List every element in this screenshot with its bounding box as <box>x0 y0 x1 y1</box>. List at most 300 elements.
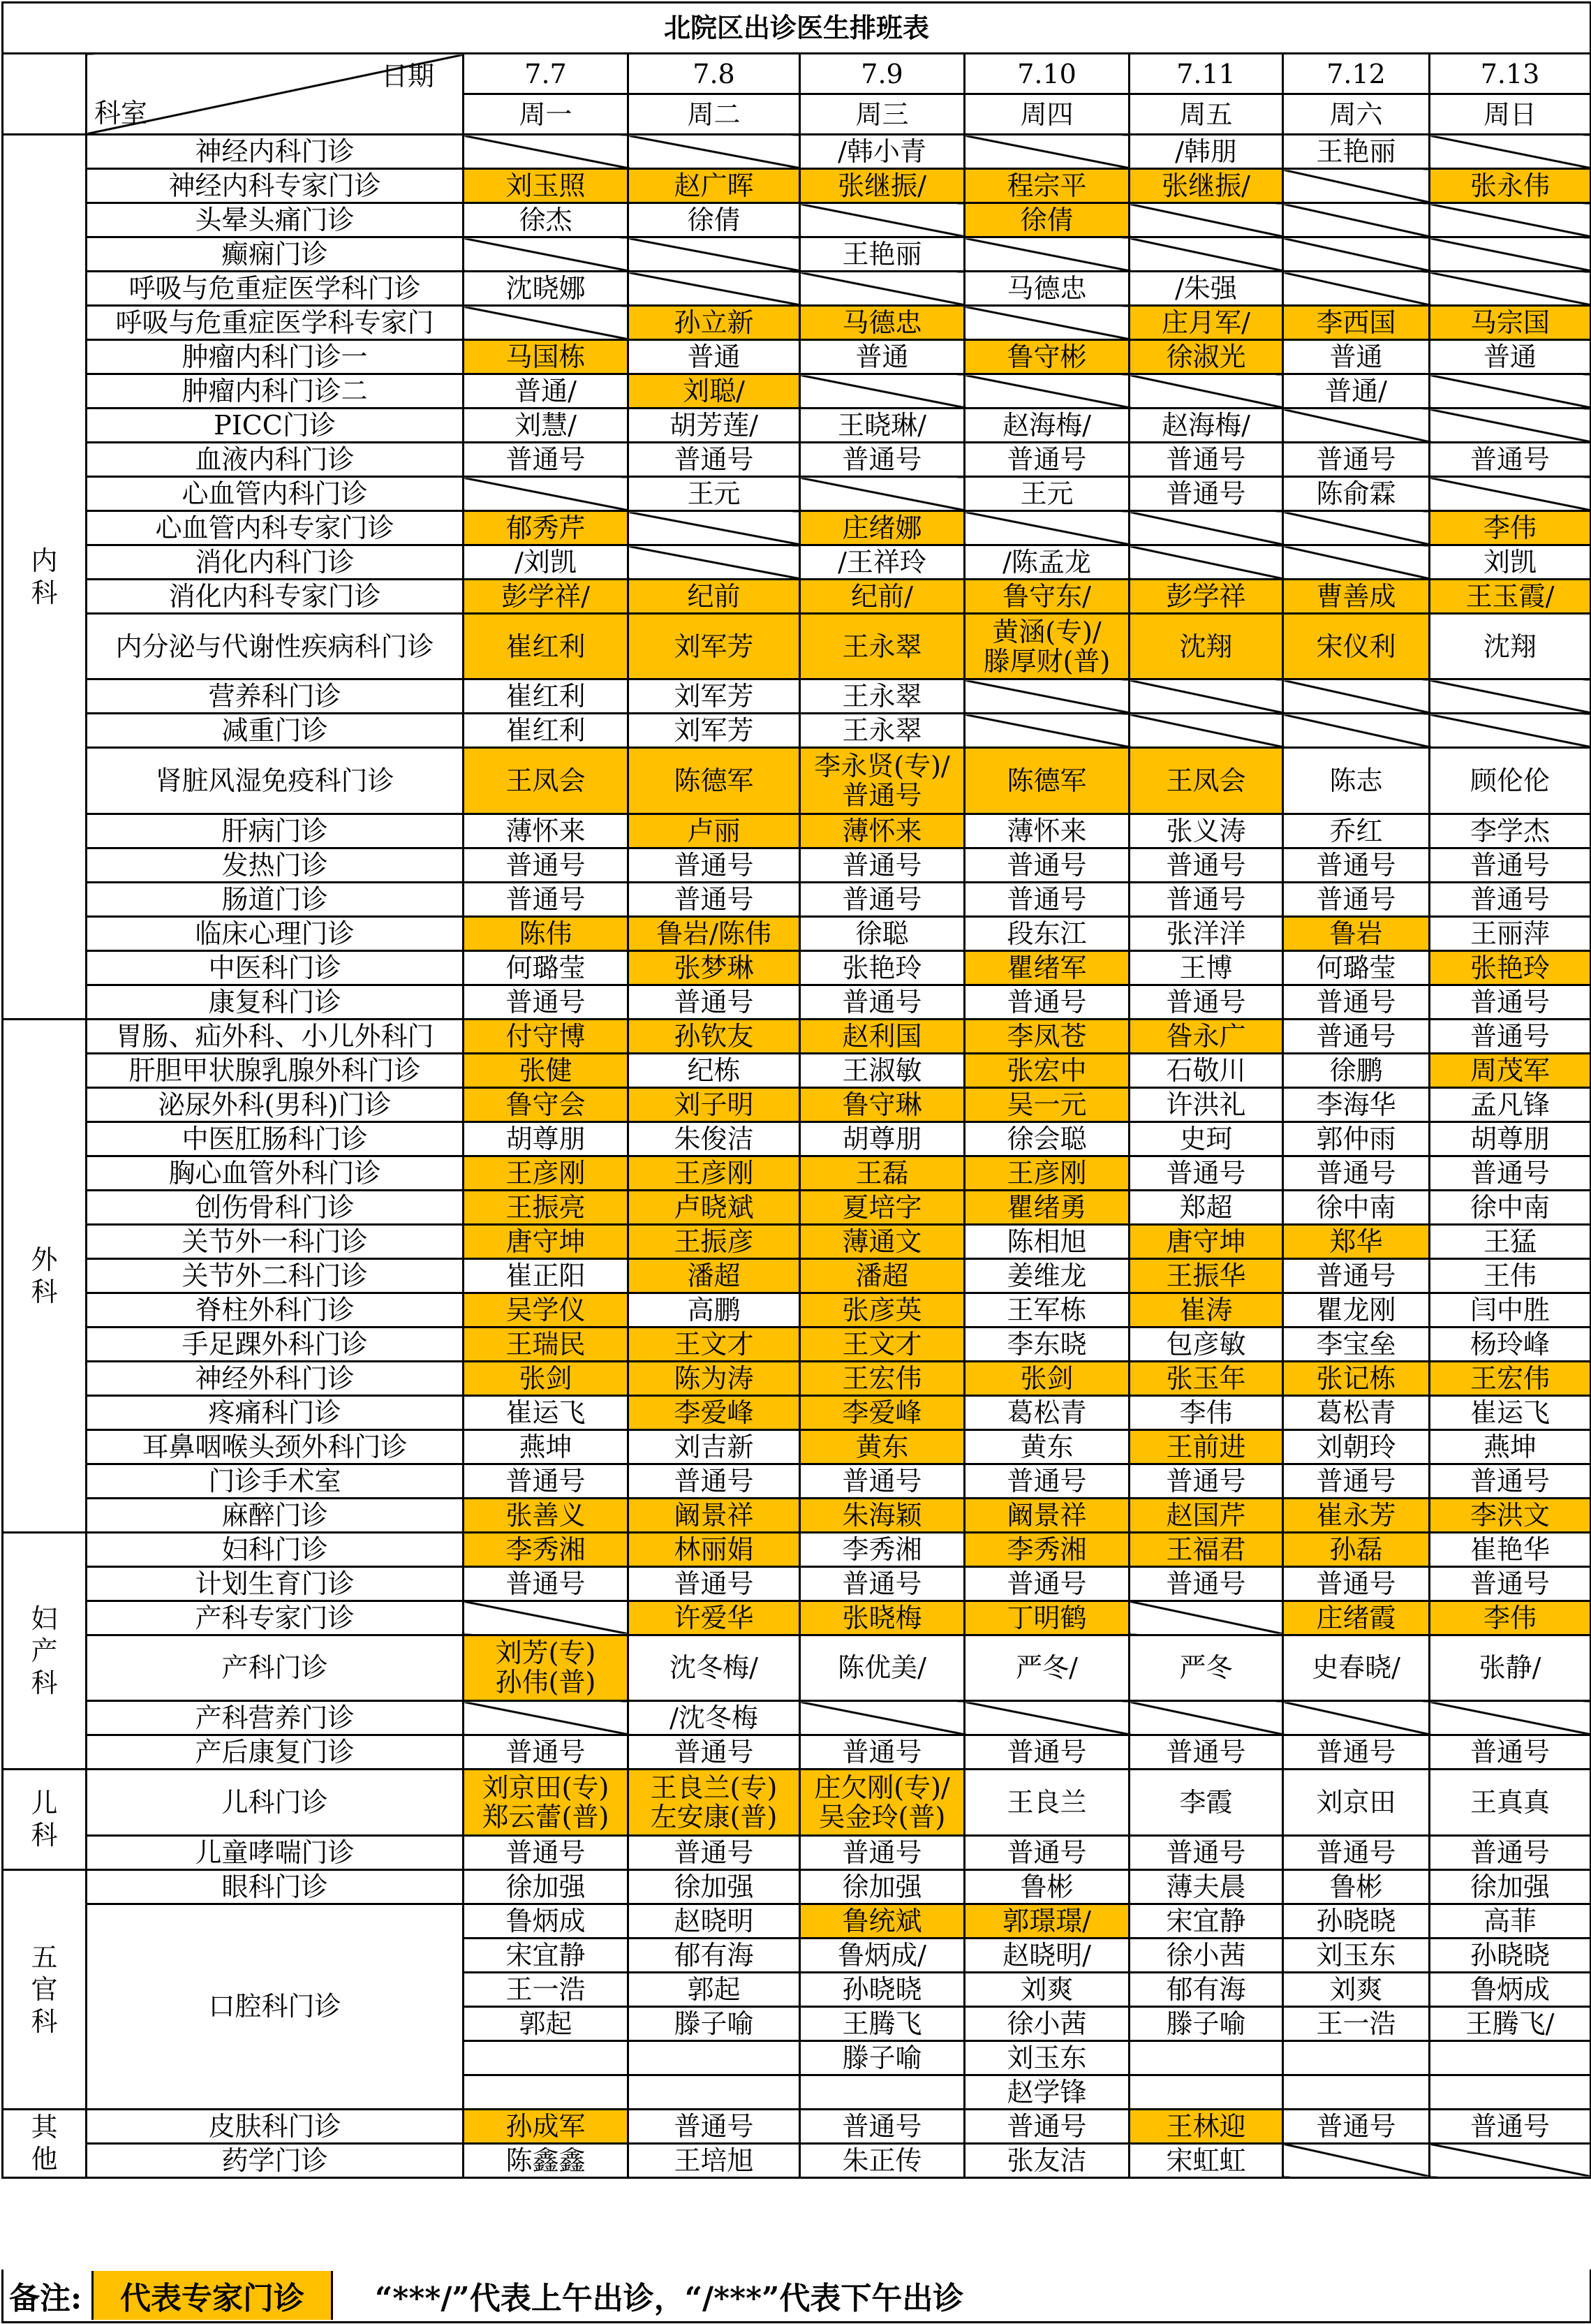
empty-slot <box>628 511 800 545</box>
schedule-slot: 赵晓明/ <box>965 1938 1130 1972</box>
schedule-slot: 赵学锋 <box>965 2075 1130 2109</box>
empty-slot <box>1430 679 1591 714</box>
schedule-slot <box>628 2075 800 2109</box>
table-row <box>3 1904 1591 1938</box>
table-row <box>3 1121 1591 1156</box>
expert-slot: 王宏伟 <box>800 1361 965 1395</box>
empty-slot <box>628 272 800 306</box>
schedule-slot: 普通 <box>1283 340 1430 374</box>
empty-slot <box>965 511 1130 545</box>
schedule-slot: 徐倩 <box>628 203 800 237</box>
schedule-slot: 陈优美/ <box>800 1635 965 1700</box>
schedule-slot: 普通/ <box>464 374 628 409</box>
schedule-slot: 赵海梅/ <box>965 409 1130 443</box>
schedule-slot: 纪栋 <box>628 1053 800 1087</box>
schedule-slot: 普通号 <box>1283 1464 1430 1498</box>
schedule-slot: 郭仲雨 <box>1283 1121 1430 1156</box>
expert-slot: 阚景祥 <box>965 1498 1130 1532</box>
schedule-slot: 普通号 <box>628 443 800 477</box>
expert-slot: 王宏伟 <box>1430 1361 1591 1395</box>
schedule-slot: 徐加强 <box>628 1869 800 1904</box>
schedule-slot: 普通号 <box>464 1835 628 1869</box>
table-row <box>3 1498 1591 1532</box>
schedule-slot: 普通号 <box>1430 848 1591 882</box>
table-row <box>3 1327 1591 1361</box>
dept-name: 发热门诊 <box>87 848 464 882</box>
expert-slot: 潘超 <box>800 1258 965 1293</box>
schedule-slot: 徐加强 <box>1430 1869 1591 1904</box>
dept-name: 胸心血管外科门诊 <box>87 1156 464 1190</box>
schedule-slot: 严冬 <box>1130 1635 1283 1700</box>
schedule-slot: 朱正传 <box>800 2143 965 2177</box>
weekday-3: 周四 <box>965 94 1130 135</box>
expert-slot: 陈伟 <box>464 916 628 950</box>
expert-slot: 黄东 <box>800 1429 965 1464</box>
schedule-slot: 普通号 <box>965 1835 1130 1869</box>
expert-slot: 陈为涛 <box>628 1361 800 1395</box>
empty-slot <box>965 714 1130 748</box>
schedule-slot: 王艳丽 <box>800 237 965 272</box>
expert-slot: 张梦琳 <box>628 950 800 985</box>
dept-name: 产科门诊 <box>87 1635 464 1700</box>
dept-name: 门诊手术室 <box>87 1464 464 1498</box>
schedule-slot: 王淑敏 <box>800 1053 965 1087</box>
expert-slot: 崔涛 <box>1130 1293 1283 1327</box>
schedule-slot <box>1130 2075 1283 2109</box>
expert-slot: 卢晓斌 <box>628 1190 800 1224</box>
category-5: 其 他 <box>3 2109 87 2177</box>
expert-slot: 卢丽 <box>628 814 800 848</box>
expert-slot: 赵利国 <box>800 1019 965 1053</box>
expert-slot: 徐淑光 <box>1130 340 1283 374</box>
schedule-slot: 徐聪 <box>800 916 965 950</box>
schedule-slot: /韩朋 <box>1130 135 1283 169</box>
schedule-slot: 王永翠 <box>800 714 965 748</box>
schedule-slot: 王元 <box>628 477 800 511</box>
dept-name: 神经外科门诊 <box>87 1361 464 1395</box>
schedule-slot: 陈俞霖 <box>1283 477 1430 511</box>
expert-slot: 夏培字 <box>800 1190 965 1224</box>
dept-name: 关节外一科门诊 <box>87 1224 464 1258</box>
empty-slot <box>1283 545 1430 580</box>
empty-slot <box>1430 374 1591 409</box>
schedule-slot: 滕子喻 <box>800 2040 965 2075</box>
empty-slot <box>965 374 1130 409</box>
date-0: 7.7 <box>464 54 628 94</box>
empty-slot <box>1430 1701 1591 1735</box>
expert-slot: 李伟 <box>1430 1601 1591 1635</box>
schedule-slot: 普通号 <box>1130 985 1283 1019</box>
table-row <box>3 545 1591 580</box>
date-3: 7.10 <box>965 54 1130 94</box>
schedule-slot: 普通号 <box>1430 985 1591 1019</box>
expert-slot: 朱海颖 <box>800 1498 965 1532</box>
dept-name: 产后康复门诊 <box>87 1735 464 1770</box>
schedule-slot: 崔红利 <box>464 679 628 714</box>
schedule-slot: 孙晓晓 <box>1283 1904 1430 1938</box>
schedule-slot: 普通号 <box>1283 1835 1430 1869</box>
schedule-slot: 王永翠 <box>800 679 965 714</box>
empty-slot <box>1130 203 1283 237</box>
schedule-slot: 普通号 <box>628 1835 800 1869</box>
schedule-slot: 普通 <box>800 340 965 374</box>
table-row <box>3 985 1591 1019</box>
schedule-slot: 普通号 <box>464 1464 628 1498</box>
expert-slot: 庄月军/ <box>1130 306 1283 340</box>
expert-slot: 王彦刚 <box>965 1156 1130 1190</box>
category-2: 妇 产 科 <box>3 1532 87 1769</box>
expert-slot: 李洪文 <box>1430 1498 1591 1532</box>
expert-slot: 鲁统斌 <box>800 1904 965 1938</box>
table-row <box>3 1701 1591 1735</box>
empty-slot <box>1283 679 1430 714</box>
empty-slot <box>464 1701 628 1735</box>
schedule-slot: 赵海梅/ <box>1130 409 1283 443</box>
weekday-5: 周六 <box>1283 94 1430 135</box>
schedule-slot: 普通号 <box>1283 1566 1430 1601</box>
schedule-slot: 普通号 <box>965 2109 1130 2143</box>
dept-name: 消化内科门诊 <box>87 545 464 580</box>
table-row <box>3 1464 1591 1498</box>
schedule-slot: 王培旭 <box>628 2143 800 2177</box>
expert-slot: 王凤会 <box>464 748 628 814</box>
dept-name: 药学门诊 <box>87 2143 464 2177</box>
schedule-slot: 普通号 <box>800 848 965 882</box>
expert-slot: 鲁守彬 <box>965 340 1130 374</box>
expert-slot: 张记栋 <box>1283 1361 1430 1395</box>
expert-slot: 陈德军 <box>628 748 800 814</box>
dept-name: 胃肠、疝外科、小儿外科门 <box>87 1019 464 1053</box>
schedule-slot: 王真真 <box>1430 1770 1591 1835</box>
schedule-slot: 薄夫晨 <box>1130 1869 1283 1904</box>
schedule-slot: 徐加强 <box>800 1869 965 1904</box>
schedule-slot: 包彦敏 <box>1130 1327 1283 1361</box>
expert-slot: 王文才 <box>800 1327 965 1361</box>
schedule-slot: 胡尊朋 <box>800 1121 965 1156</box>
expert-slot: 鲁守东/ <box>965 580 1130 614</box>
schedule-slot: 普通号 <box>1130 1835 1283 1869</box>
schedule-slot: 普通号 <box>464 848 628 882</box>
table-row <box>3 477 1591 511</box>
schedule-slot <box>1283 2040 1430 2075</box>
table-row <box>3 1053 1591 1087</box>
empty-slot <box>464 1601 628 1635</box>
schedule-slot: /刘凯 <box>464 545 628 580</box>
schedule-slot: 刘玉东 <box>965 2040 1130 2075</box>
schedule-slot: 刘军芳 <box>628 679 800 714</box>
expert-slot: 李秀湘 <box>965 1532 1130 1566</box>
schedule-slot: 普通号 <box>800 882 965 916</box>
table-row <box>3 1224 1591 1258</box>
table-row <box>3 848 1591 882</box>
schedule-slot: 胡芳莲/ <box>628 409 800 443</box>
empty-slot <box>1430 272 1591 306</box>
schedule-slot: 普通号 <box>628 1735 800 1770</box>
expert-slot: 张宏中 <box>965 1053 1130 1087</box>
expert-slot: 赵广晖 <box>628 169 800 203</box>
expert-legend-swatch: 代表专家门诊 <box>91 2271 333 2320</box>
header-corner <box>3 54 87 135</box>
dept-name: 肝胆甲状腺乳腺外科门诊 <box>87 1053 464 1087</box>
table-row <box>3 2143 1591 2177</box>
table-row <box>3 882 1591 916</box>
schedule-slot <box>1283 2075 1430 2109</box>
schedule-slot: 普通号 <box>1430 1735 1591 1770</box>
expert-slot: 鲁守会 <box>464 1087 628 1121</box>
header-diagonal-cell <box>87 54 464 135</box>
empty-slot <box>464 477 628 511</box>
schedule-slot: 普通号 <box>1130 1464 1283 1498</box>
schedule-slot: 普通号 <box>800 2109 965 2143</box>
expert-slot: 王文才 <box>628 1327 800 1361</box>
expert-slot: 孙立新 <box>628 306 800 340</box>
expert-slot: 赵国芹 <box>1130 1498 1283 1532</box>
table-row <box>3 2109 1591 2143</box>
expert-slot: 付守博 <box>464 1019 628 1053</box>
expert-slot: 张艳玲 <box>1430 950 1591 985</box>
schedule-slot: 王良兰 <box>965 1770 1130 1835</box>
expert-slot: 庄绪娜 <box>800 511 965 545</box>
expert-slot: 刘子明 <box>628 1087 800 1121</box>
date-2: 7.9 <box>800 54 965 94</box>
schedule-slot: 严冬/ <box>965 1635 1130 1700</box>
table-row <box>3 1770 1591 1835</box>
schedule-slot: 孟凡锋 <box>1430 1087 1591 1121</box>
expert-slot: 马国栋 <box>464 340 628 374</box>
schedule-slot: 崔运飞 <box>464 1395 628 1429</box>
schedule-slot: 张义涛 <box>1130 814 1283 848</box>
schedule-slot: 王伟 <box>1430 1258 1591 1293</box>
expert-slot: 程宗平 <box>965 169 1130 203</box>
dept-name: 消化内科专家门诊 <box>87 580 464 614</box>
expert-slot: 阚景祥 <box>628 1498 800 1532</box>
expert-slot: 彭学祥/ <box>464 580 628 614</box>
table-row <box>3 272 1591 306</box>
schedule-slot: 普通号 <box>1283 848 1430 882</box>
expert-slot: 李西国 <box>1283 306 1430 340</box>
expert-slot: 李爱峰 <box>628 1395 800 1429</box>
schedule-slot: 何璐莹 <box>1283 950 1430 985</box>
table-row <box>3 614 1591 679</box>
footer-note: “***/”代表上午出诊，“/***”代表下午出诊 <box>375 2281 964 2316</box>
schedule-slot: 王艳丽 <box>1283 135 1430 169</box>
expert-slot: 吴一元 <box>965 1087 1130 1121</box>
schedule-slot: 郁有海 <box>1130 1972 1283 2006</box>
schedule-slot: 刘吉新 <box>628 1429 800 1464</box>
empty-slot <box>965 679 1130 714</box>
schedule-slot: 普通号 <box>965 985 1130 1019</box>
expert-slot: 张继振/ <box>1130 169 1283 203</box>
schedule-slot: 普通号 <box>1130 1735 1283 1770</box>
schedule-slot: 普通号 <box>628 1464 800 1498</box>
expert-slot: 张剑 <box>965 1361 1130 1395</box>
dept-name: 肠道门诊 <box>87 882 464 916</box>
dept-name: 心血管内科门诊 <box>87 477 464 511</box>
dept-name: 临床心理门诊 <box>87 916 464 950</box>
schedule-slot <box>1130 2040 1283 2075</box>
dept-name: 麻醉门诊 <box>87 1498 464 1532</box>
expert-slot: 鲁守琳 <box>800 1087 965 1121</box>
schedule-slot: 普通号 <box>628 985 800 1019</box>
schedule-slot: 燕坤 <box>1430 1429 1591 1464</box>
schedule-slot: 刘京田 <box>1283 1770 1430 1835</box>
expert-slot: 张剑 <box>464 1361 628 1395</box>
schedule-slot: 沈晓娜 <box>464 272 628 306</box>
date-4: 7.11 <box>1130 54 1283 94</box>
schedule-slot: 滕子喻 <box>628 2006 800 2040</box>
schedule-slot: 张静/ <box>1430 1635 1591 1700</box>
schedule-slot: 普通号 <box>1283 985 1430 1019</box>
schedule-slot <box>464 2040 628 2075</box>
schedule-slot: 普通号 <box>1130 1566 1283 1601</box>
expert-slot: 鲁岩/陈伟 <box>628 916 800 950</box>
schedule-slot: 郑超 <box>1130 1190 1283 1224</box>
schedule-slot: 段东江 <box>965 916 1130 950</box>
dept-name: 耳鼻咽喉头颈外科门诊 <box>87 1429 464 1464</box>
schedule-slot: 普通号 <box>464 1566 628 1601</box>
empty-slot <box>1430 714 1591 748</box>
table-row <box>3 1361 1591 1395</box>
schedule-slot: 徐鹏 <box>1283 1053 1430 1087</box>
schedule-slot: 薄怀来 <box>965 814 1130 848</box>
empty-slot <box>1130 1701 1283 1735</box>
dept-name: 呼吸与危重症医学科门诊 <box>87 272 464 306</box>
expert-slot: 昝永广 <box>1130 1019 1283 1053</box>
empty-slot <box>965 306 1130 340</box>
schedule-slot: /王祥玲 <box>800 545 965 580</box>
schedule-slot: 许洪礼 <box>1130 1087 1283 1121</box>
schedule-slot: 徐中南 <box>1430 1190 1591 1224</box>
empty-slot <box>965 135 1130 169</box>
expert-slot: 张永伟 <box>1430 169 1591 203</box>
table-row <box>3 714 1591 748</box>
empty-slot <box>628 237 800 272</box>
schedule-slot: 孙晓晓 <box>800 1972 965 2006</box>
table-row <box>3 1258 1591 1293</box>
expert-slot: 沈翔 <box>1130 614 1283 679</box>
schedule-slot: 王军栋 <box>965 1293 1130 1327</box>
schedule-slot: 马德忠 <box>965 272 1130 306</box>
schedule-slot: 杨玲峰 <box>1430 1327 1591 1361</box>
schedule-slot: 燕坤 <box>464 1429 628 1464</box>
schedule-slot: 徐杰 <box>464 203 628 237</box>
schedule-slot: 崔红利 <box>464 714 628 748</box>
empty-slot <box>1130 237 1283 272</box>
table-row <box>3 679 1591 714</box>
expert-slot: 王福君 <box>1130 1532 1283 1566</box>
schedule-slot: 普通号 <box>464 1735 628 1770</box>
schedule-slot: 王晓琳/ <box>800 409 965 443</box>
dept-name: 神经内科专家门诊 <box>87 169 464 203</box>
schedule-slot: 普通号 <box>1283 882 1430 916</box>
schedule-slot: 王猛 <box>1430 1224 1591 1258</box>
schedule-slot <box>1430 2075 1591 2109</box>
dept-name: 儿科门诊 <box>87 1770 464 1835</box>
expert-slot: 王彦刚 <box>628 1156 800 1190</box>
empty-slot <box>1430 237 1591 272</box>
schedule-slot: 刘凯 <box>1430 545 1591 580</box>
table-row <box>3 1735 1591 1770</box>
dept-name: 疼痛科门诊 <box>87 1395 464 1429</box>
table-row <box>3 1566 1591 1601</box>
weekday-1: 周二 <box>628 94 800 135</box>
expert-slot: 瞿绪勇 <box>965 1190 1130 1224</box>
table-row <box>3 340 1591 374</box>
schedule-slot: 普通号 <box>1283 1156 1430 1190</box>
footer-notes <box>1 2270 1591 2323</box>
schedule-slot: /陈孟龙 <box>965 545 1130 580</box>
schedule-slot: 普通号 <box>1430 882 1591 916</box>
expert-slot: 王振华 <box>1130 1258 1283 1293</box>
schedule-slot: 普通号 <box>965 848 1130 882</box>
schedule-slot: 普通号 <box>1430 1835 1591 1869</box>
empty-slot <box>1283 714 1430 748</box>
expert-slot: 王永翠 <box>800 614 965 679</box>
table-row <box>3 409 1591 443</box>
dept-name: 产科专家门诊 <box>87 1601 464 1635</box>
schedule-slot: 鲁炳成/ <box>800 1938 965 1972</box>
schedule-slot: 胡尊朋 <box>464 1121 628 1156</box>
schedule-table <box>1 1 1591 2179</box>
schedule-slot: 李学杰 <box>1430 814 1591 848</box>
table-row <box>3 1293 1591 1327</box>
expert-slot: 吴学仪 <box>464 1293 628 1327</box>
schedule-slot <box>628 2040 800 2075</box>
empty-slot <box>800 203 965 237</box>
expert-slot: 郑华 <box>1283 1224 1430 1258</box>
schedule-slot: 普通号 <box>464 985 628 1019</box>
schedule-slot: 葛松青 <box>1283 1395 1430 1429</box>
table-row <box>3 135 1591 169</box>
schedule-slot: 普通号 <box>1430 1156 1591 1190</box>
dept-label: 科室 <box>94 98 148 128</box>
schedule-slot: 普通号 <box>1430 1019 1591 1053</box>
schedule-slot: 普通号 <box>800 985 965 1019</box>
table-row <box>3 374 1591 409</box>
expert-slot: 刘京田(专) 郑云蕾(普) <box>464 1770 628 1835</box>
empty-slot <box>1130 545 1283 580</box>
dept-name: 关节外二科门诊 <box>87 1258 464 1293</box>
schedule-slot: 史珂 <box>1130 1121 1283 1156</box>
empty-slot <box>800 272 965 306</box>
expert-slot: 张玉年 <box>1130 1361 1283 1395</box>
page-title: 北院区出诊医生排班表 <box>3 3 1591 54</box>
dept-name: 脊柱外科门诊 <box>87 1293 464 1327</box>
schedule-slot: 郁有海 <box>628 1938 800 1972</box>
expert-slot: 郭璟璟/ <box>965 1904 1130 1938</box>
empty-slot <box>628 545 800 580</box>
table-row <box>3 237 1591 272</box>
dept-name: 眼科门诊 <box>87 1869 464 1904</box>
expert-slot: 薄通文 <box>800 1224 965 1258</box>
category-0: 内 科 <box>3 135 87 1020</box>
schedule-slot: 鲁彬 <box>965 1869 1130 1904</box>
schedule-slot: 张洋洋 <box>1130 916 1283 950</box>
dept-name: 妇科门诊 <box>87 1532 464 1566</box>
schedule-slot: 石敬川 <box>1130 1053 1283 1087</box>
schedule-slot: 刘慧/ <box>464 409 628 443</box>
expert-slot: 李伟 <box>1430 511 1591 545</box>
dept-name: 儿童哮喘门诊 <box>87 1835 464 1869</box>
table-row <box>3 1532 1591 1566</box>
schedule-slot: 孙晓晓 <box>1430 1938 1591 1972</box>
expert-slot: 王彦刚 <box>464 1156 628 1190</box>
expert-slot: 李爱峰 <box>800 1395 965 1429</box>
schedule-slot: 徐小茜 <box>965 2006 1130 2040</box>
date-6: 7.13 <box>1430 54 1591 94</box>
expert-slot: 崔永芳 <box>1283 1498 1430 1532</box>
category-1: 外 科 <box>3 1019 87 1532</box>
